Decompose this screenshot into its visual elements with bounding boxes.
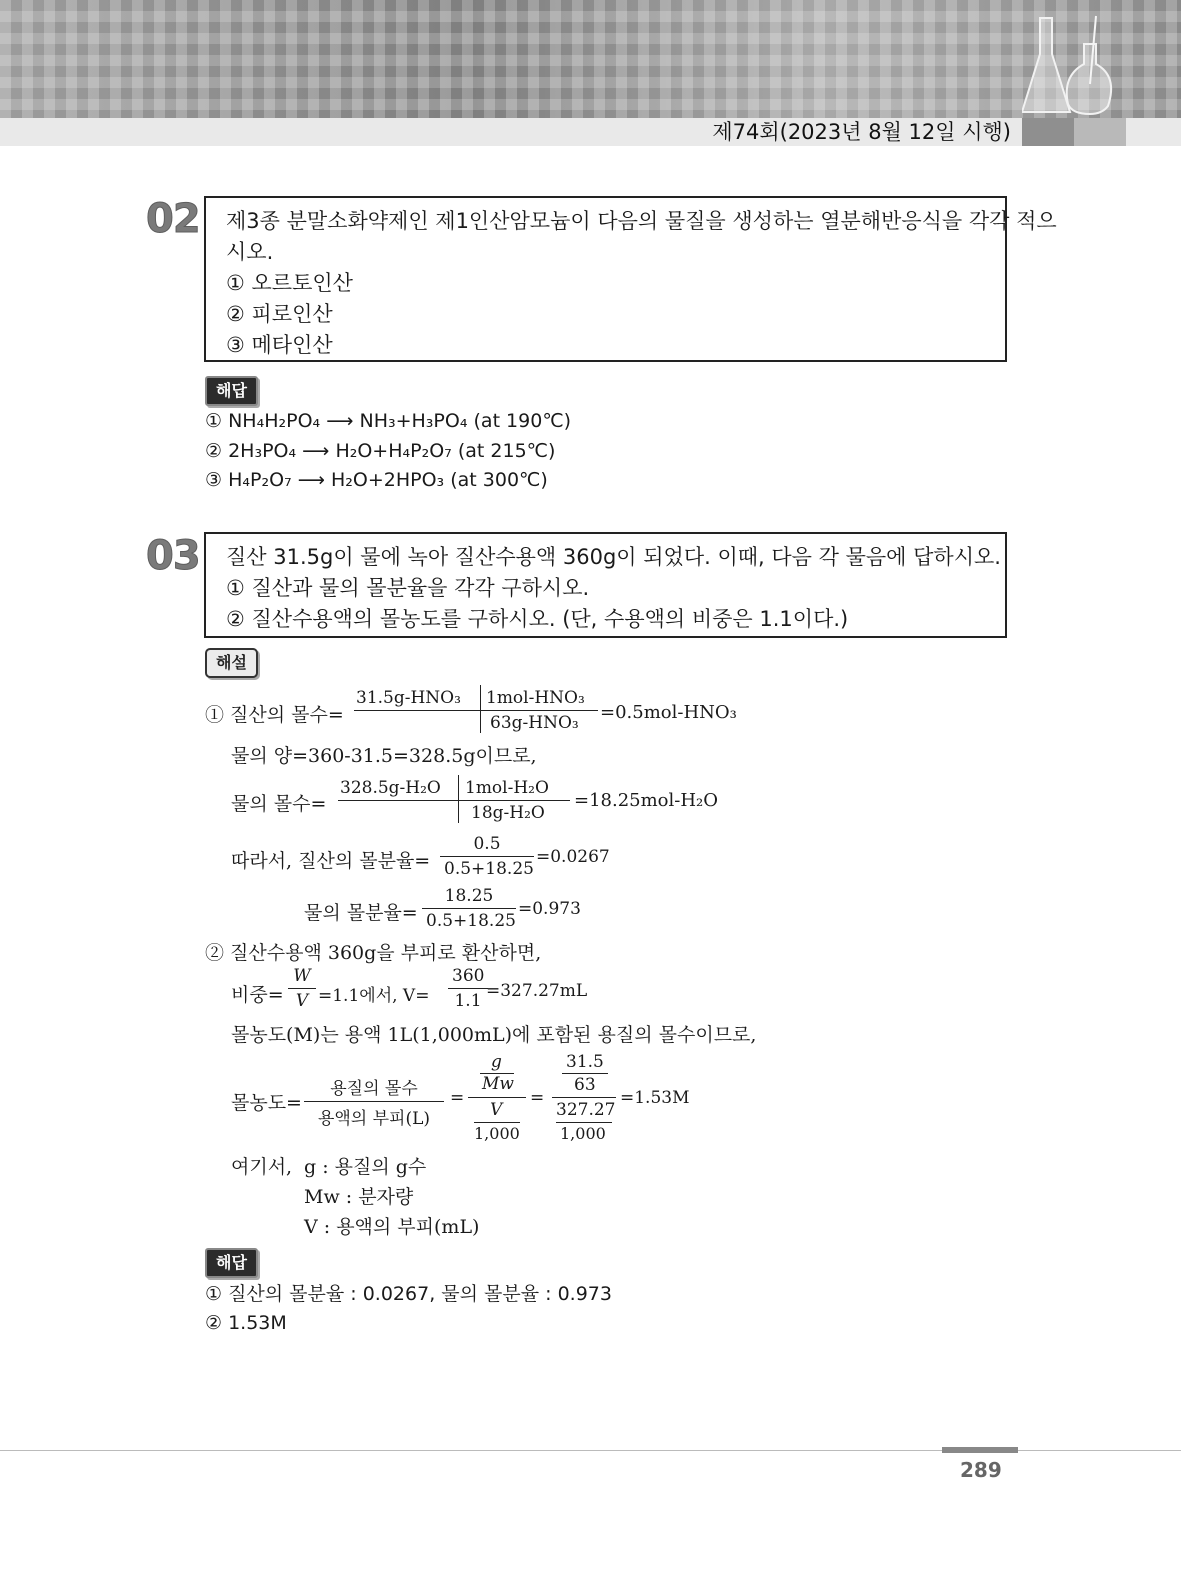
- result: =0.5mol-HNO₃: [600, 702, 737, 723]
- answer-line: ② 2H₃PO₄ ⟶ H₂O+H₄P₂O₇ (at 215℃): [205, 440, 556, 462]
- explanation-label: 물의 몰수=: [231, 793, 327, 815]
- fraction-denominator: 63g-HNO₃: [490, 713, 579, 733]
- flask-icon: [1022, 14, 1132, 118]
- fraction-line: [468, 1097, 526, 1098]
- explanation-label: 여기서,: [231, 1156, 293, 1178]
- fraction-line: [474, 1122, 520, 1123]
- question-box-03: [204, 532, 1007, 638]
- explanation-text: =1.1에서, V=: [318, 986, 430, 1006]
- fraction-numerator: 328.5g-H₂O: [340, 778, 441, 798]
- equals: =: [450, 1088, 465, 1108]
- question-number-02: 02: [146, 196, 200, 242]
- question-item: ② 질산수용액의 몰농도를 구하시오. (단, 수용액의 비중은 1.1이다.): [226, 607, 849, 631]
- fraction-divider: [480, 685, 481, 733]
- exam-title: 제74회(2023년 8월 12일 시행): [712, 120, 1011, 144]
- fraction-line: [338, 800, 570, 801]
- explanation-badge: 해설: [205, 648, 258, 678]
- explanation-label: 물의 몰분율=: [304, 902, 418, 924]
- answer-line: ① NH₄H₂PO₄ ⟶ NH₃+H₃PO₄ (at 190℃): [205, 410, 572, 432]
- answer-badge: 해답: [205, 376, 258, 406]
- explanation-text: 몰농도(M)는 용액 1L(1,000mL)에 포함된 용질의 몰수이므로,: [231, 1024, 757, 1046]
- explanation-label: 따라서, 질산의 몰분율=: [231, 850, 431, 872]
- legend-item: g : 용질의 g수: [304, 1156, 427, 1178]
- legend-item: Mw : 분자량: [304, 1186, 414, 1208]
- fraction-line: [354, 710, 598, 711]
- fraction: 용질의 몰수 용액의 부피(L): [304, 1074, 444, 1129]
- numerator-top: g: [491, 1052, 502, 1072]
- result: =327.27mL: [486, 981, 588, 1001]
- fraction-denominator: 18g-H₂O: [471, 803, 545, 823]
- fraction-numerator: 1mol-H₂O: [465, 778, 549, 798]
- question-item: ③ 메타인산: [226, 333, 333, 357]
- fraction: $\frac{0.5}{0.5+18.25}$: [440, 834, 534, 879]
- page-tab: [942, 1447, 1018, 1453]
- answer-badge: 해답: [205, 1248, 258, 1278]
- fraction-line: [556, 1122, 612, 1123]
- fraction: $\frac{18.25}{0.5+18.25}$: [422, 886, 516, 931]
- result: =0.0267: [536, 847, 610, 867]
- question-text: 질산 31.5g이 물에 녹아 질산수용액 360g이 되었다. 이때, 다음 각 물음에 답하시오.: [226, 545, 1001, 569]
- question-number-03: 03: [146, 533, 200, 579]
- explanation-label: ① 질산의 몰수=: [205, 704, 344, 726]
- fraction-divider: [458, 775, 459, 823]
- explanation-text: 물의 양=360-31.5=328.5g이므로,: [231, 745, 537, 767]
- legend-item: V : 용액의 부피(mL): [304, 1216, 480, 1238]
- explanation-label: 비중=: [231, 984, 284, 1006]
- denominator-top: V: [490, 1100, 503, 1120]
- question-item: ① 질산과 물의 몰분율을 각각 구하시오.: [226, 576, 590, 600]
- numerator-top: 31.5: [566, 1052, 604, 1072]
- question-text: 제3종 분말소화약제인 제1인산암모늄이 다음의 물질을 생성하는 열분해반응식을 각각 적으: [226, 209, 1057, 233]
- result: =0.973: [518, 899, 581, 919]
- result: =18.25mol-H₂O: [574, 790, 719, 811]
- fraction-numerator: 31.5g-HNO₃: [356, 688, 461, 708]
- page-number: 289: [960, 1458, 1002, 1482]
- denominator-bottom: 1,000: [560, 1124, 606, 1143]
- numerator-bottom: Mw: [482, 1074, 514, 1094]
- answer-line: ① 질산의 몰분율 : 0.0267, 물의 몰분율 : 0.973: [205, 1283, 612, 1305]
- fraction: $\frac{W}{V}$: [288, 966, 316, 1011]
- answer-line: ② 1.53M: [205, 1312, 287, 1334]
- question-item: ① 오르토인산: [226, 271, 353, 295]
- numerator-bottom: 63: [574, 1075, 596, 1095]
- explanation-label: 몰농도=: [231, 1092, 302, 1114]
- fraction: $\frac{360}{1.1}$: [448, 966, 488, 1011]
- fraction-line: [562, 1073, 608, 1074]
- question-box-02: [204, 196, 1057, 362]
- fraction-numerator: 1mol-HNO₃: [486, 688, 585, 708]
- answer-line: ③ H₄P₂O₇ ⟶ H₂O+2HPO₃ (at 300℃): [205, 469, 548, 491]
- header-banner: [0, 0, 1181, 118]
- explanation-text: ② 질산수용액 360g을 부피로 환산하면,: [205, 942, 542, 964]
- question-item: ② 피로인산: [226, 302, 333, 326]
- equals: =: [530, 1088, 545, 1108]
- denominator-top: 327.27: [556, 1100, 616, 1120]
- question-text: 시오.: [226, 240, 274, 264]
- result: =1.53M: [620, 1088, 690, 1108]
- denominator-bottom: 1,000: [474, 1124, 520, 1143]
- fraction-line: [552, 1097, 616, 1098]
